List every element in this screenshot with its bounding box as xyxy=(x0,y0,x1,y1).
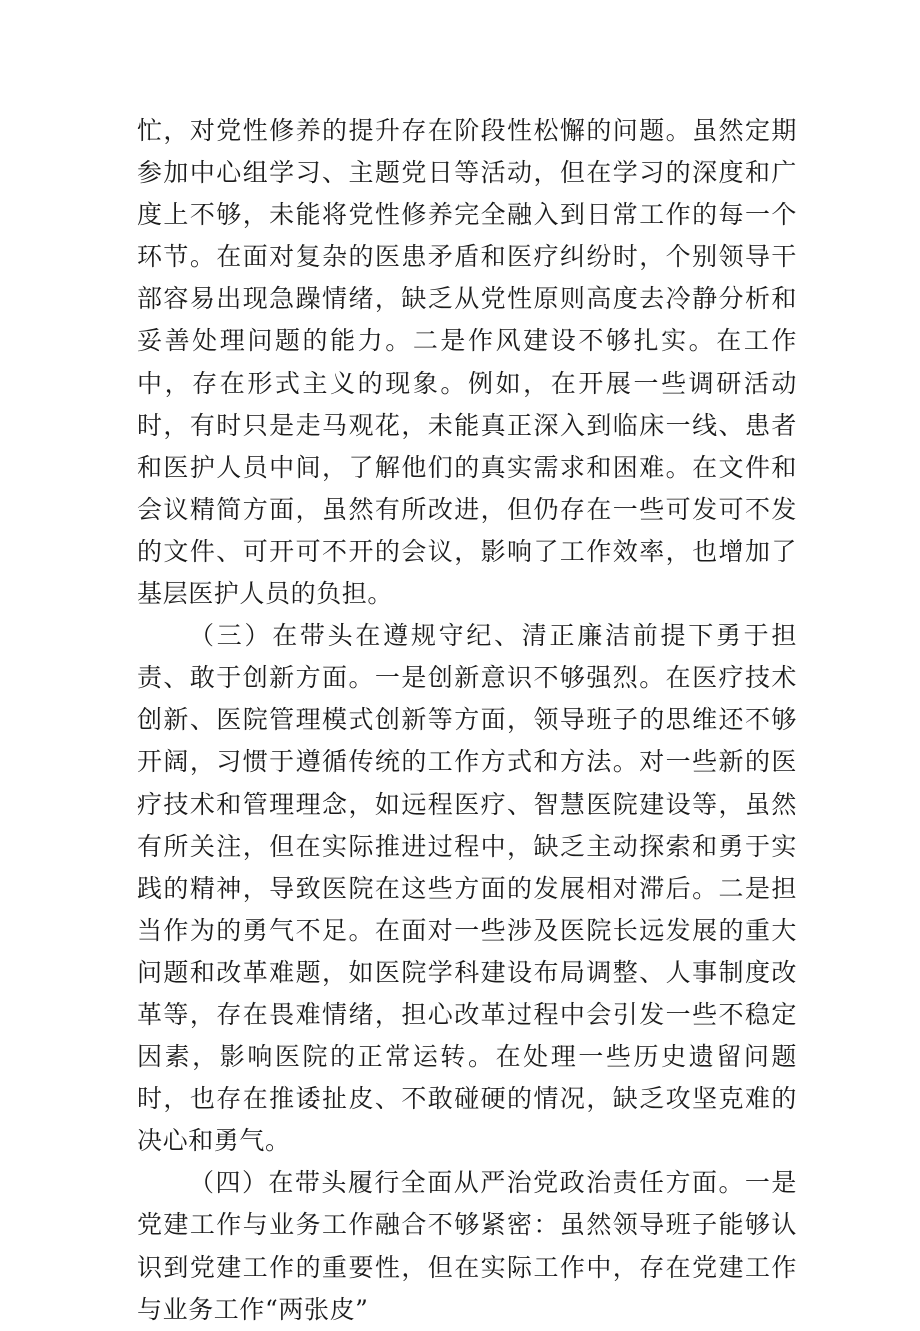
document-body xyxy=(137,110,797,1331)
paragraph-section-three: （三）在带头在遵规守纪、清正廉洁前提下勇于担责、敢于创新方面。一是创新意识不够强烈。在医疗技术创新、医院管理模式创新等方面，领导班子的思维还不够开阔，习惯于遵循传统的工作方式和方法。对一些新的医疗技术和管理理念，如远程医疗、智慧医院建设等，虽然有所关注，但在实际推进过程中，缺乏主动探索和勇于实践的精神，导致医院在这些方面的发展相对滞后。二是担当作为的勇气不足。在面对一些涉及医院长远发展的重大问题和改革难题，如医院学科建设布局调整、人事制度改革等，存在畏难情绪，担心改革过程中会引发一些不稳定因素，影响医院的正常运转。在处理一些历史遗留问题时，也存在推诿扯皮、不敢碰硬的情况，缺乏攻坚克难的决心和勇气。 xyxy=(137,621,797,1156)
paragraph-section-four: （四）在带头履行全面从严治党政治责任方面。一是党建工作与业务工作融合不够紧密：虽然领导班子能够认识到党建工作的重要性，但在实际工作中，存在党建工作与业务工作“两张皮” xyxy=(137,1168,797,1324)
paragraph-continued: 忙，对党性修养的提升存在阶段性松懈的问题。虽然定期参加中心组学习、主题党日等活动，但在学习的深度和广度上不够，未能将党性修养完全融入到日常工作的每一个环节。在面对复杂的医患矛盾和医疗纠纷时，个别领导干部容易出现急躁情绪，缺乏从党性原则高度去冷静分析和妥善处理问题的能力。二是作风建设不够扎实。在工作中，存在形式主义的现象。例如，在开展一些调研活动时，有时只是走马观花，未能真正深入到临床一线、患者和医护人员中间，了解他们的真实需求和困难。在文件和会议精简方面，虽然有所改进，但仍存在一些可发可不发的文件、可开可不开的会议，影响了工作效率，也增加了基层医护人员的负担。 xyxy=(137,116,797,609)
